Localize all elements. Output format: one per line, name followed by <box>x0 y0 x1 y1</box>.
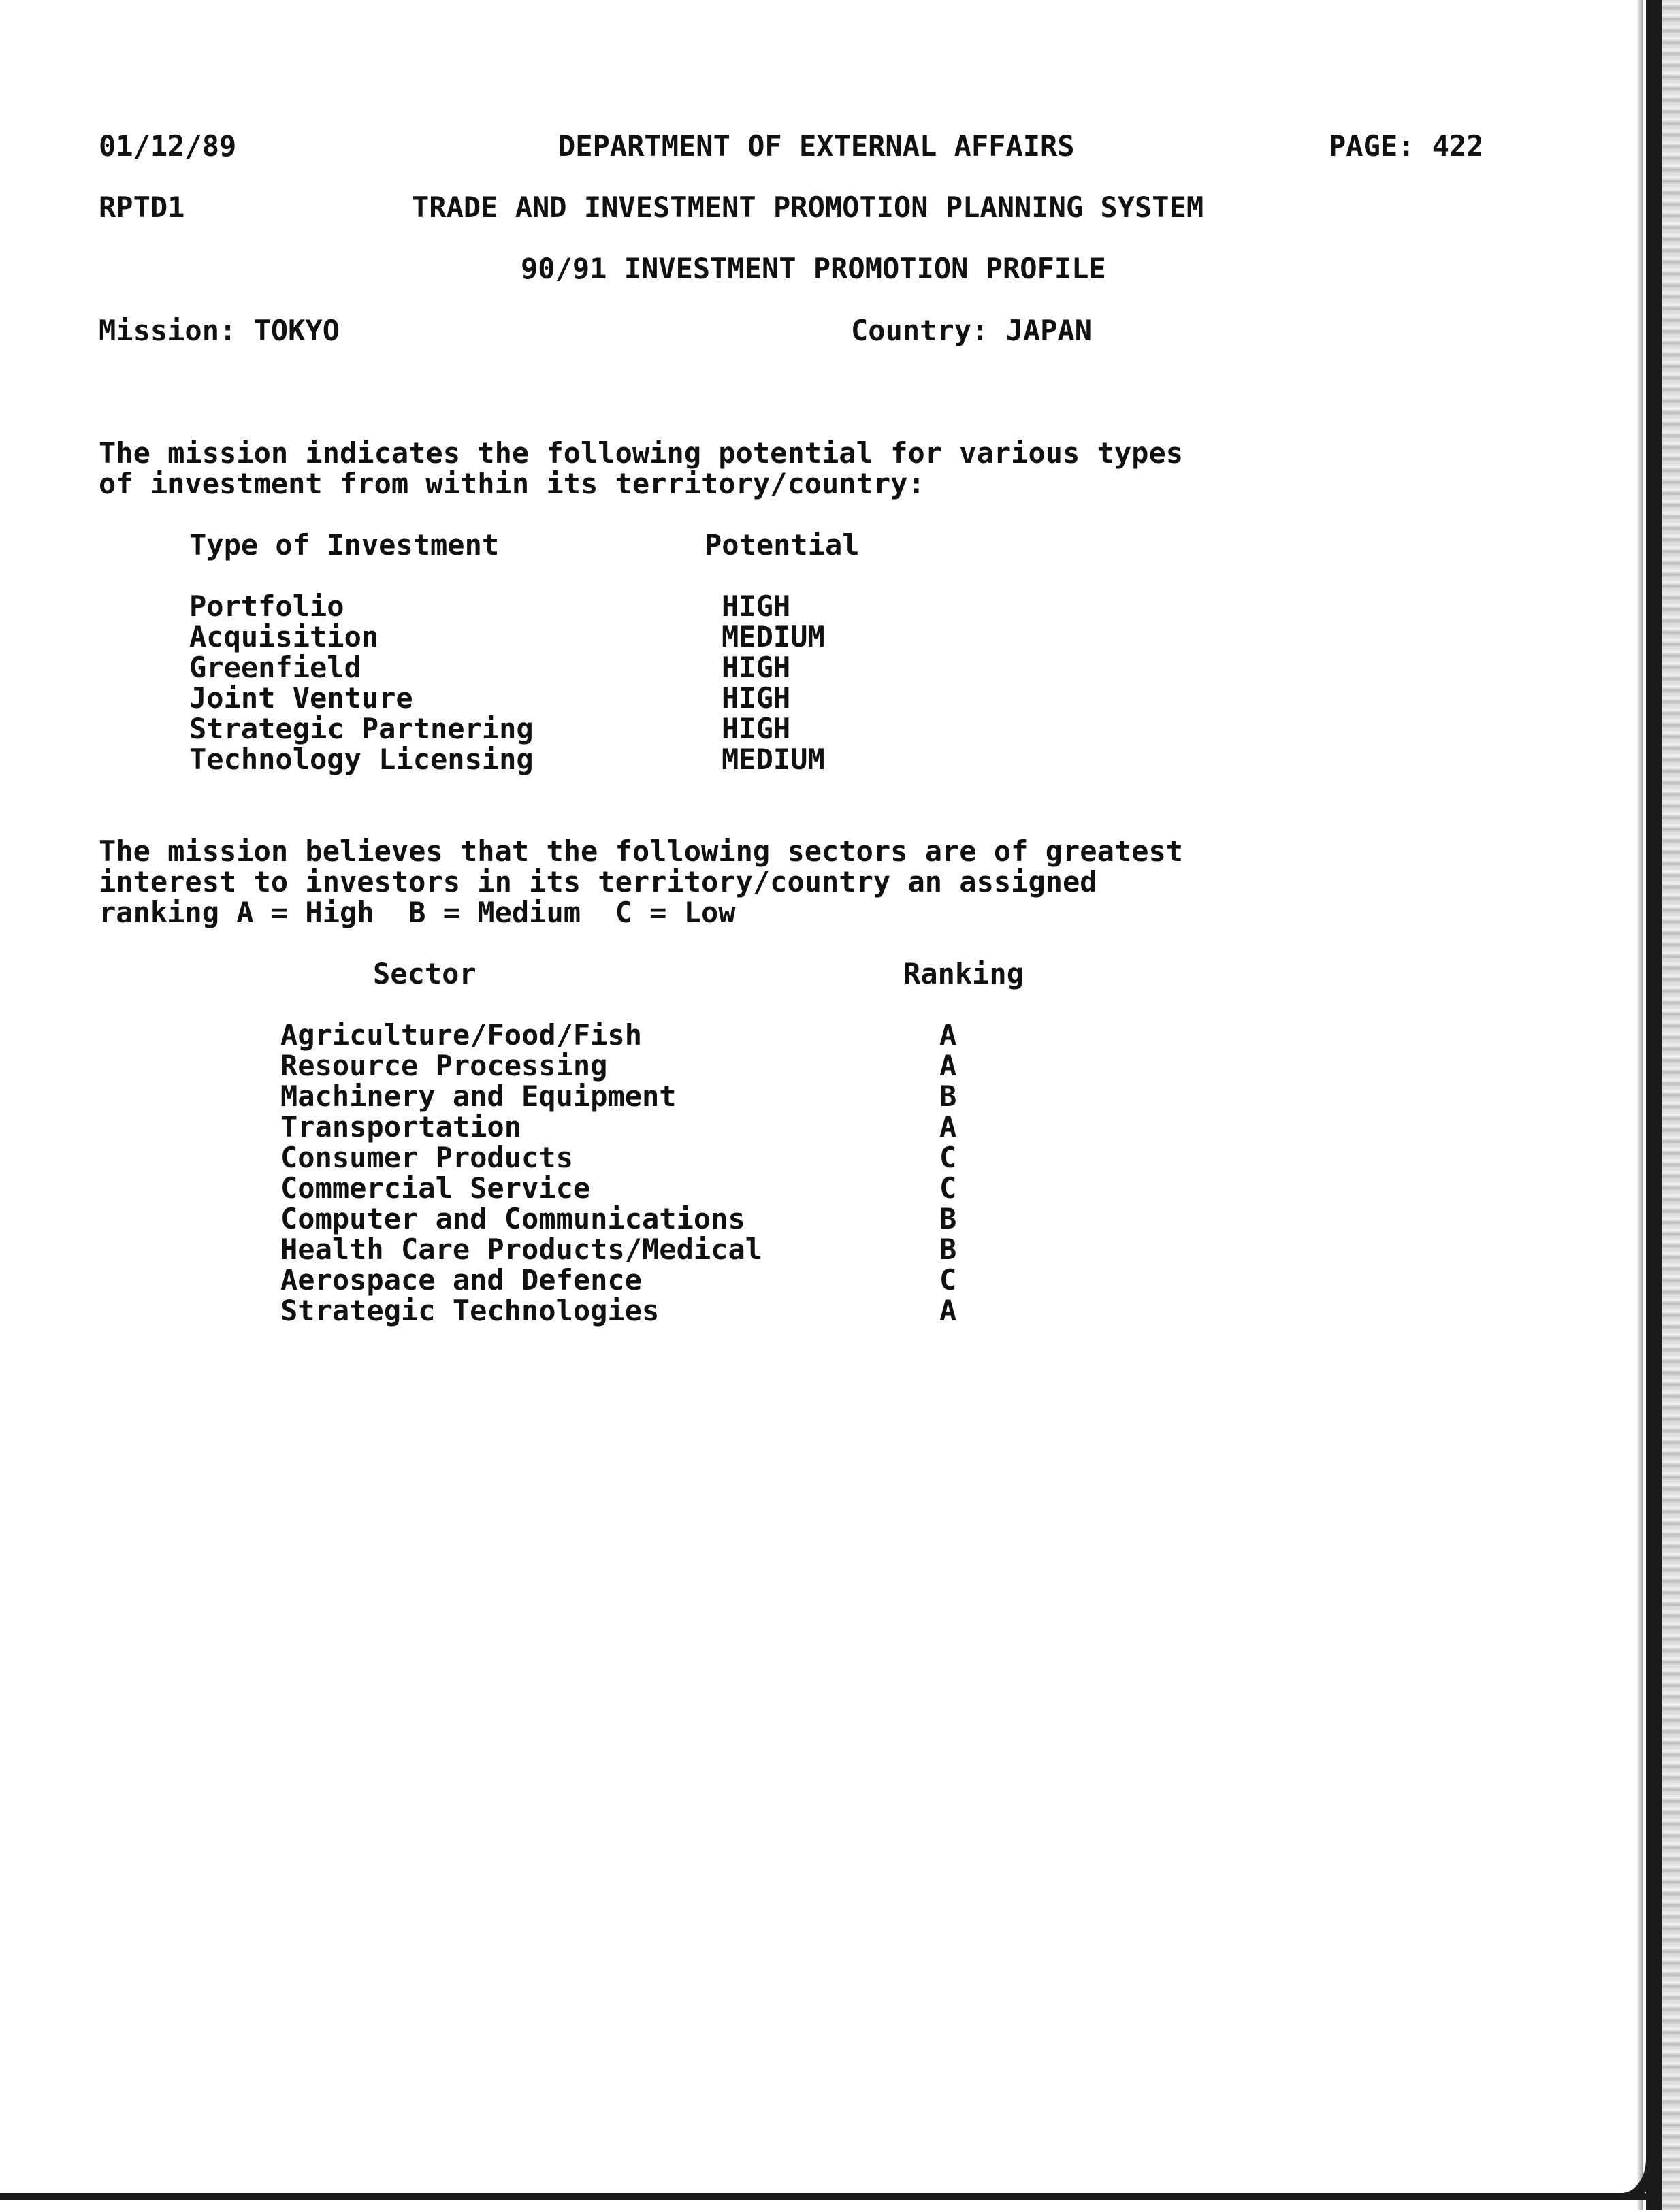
investment-potential: HIGH <box>722 681 791 715</box>
sector-name: Strategic Technologies <box>280 1294 660 1327</box>
sector-name: Transportation <box>280 1110 522 1143</box>
page-number: PAGE: 422 <box>1329 129 1484 163</box>
sector-intro-line2: interest to investors in its territory/country an assigned <box>99 865 1097 898</box>
sector-name: Health Care Products/Medical <box>280 1233 763 1266</box>
scan-edge-shadow <box>1636 0 1643 2210</box>
sector-name: Agriculture/Food/Fish <box>280 1018 643 1052</box>
sector-name: Aerospace and Defence <box>280 1263 643 1297</box>
investment-col-type: Type of Investment <box>189 528 500 562</box>
investment-potential: HIGH <box>722 651 791 684</box>
report-date: 01/12/89 <box>99 129 237 163</box>
report-id: RPTD1 <box>99 191 185 224</box>
sector-name: Commercial Service <box>280 1171 591 1205</box>
sector-ranking: C <box>939 1171 957 1205</box>
sector-ranking: B <box>939 1202 957 1235</box>
scan-edge-binding <box>1662 0 1680 2210</box>
investment-type: Portfolio <box>189 589 344 623</box>
sector-ranking: B <box>939 1233 957 1266</box>
investment-potential: MEDIUM <box>722 743 825 776</box>
sector-ranking: A <box>939 1018 957 1052</box>
investment-type: Joint Venture <box>189 681 413 715</box>
profile-title: 90/91 INVESTMENT PROMOTION PROFILE <box>521 252 1106 285</box>
investment-type: Technology Licensing <box>189 743 534 776</box>
department-title: DEPARTMENT OF EXTERNAL AFFAIRS <box>558 129 1075 163</box>
sector-name: Computer and Communications <box>280 1202 745 1235</box>
sector-ranking: A <box>939 1049 957 1082</box>
investment-potential: MEDIUM <box>722 620 825 653</box>
investment-type: Acquisition <box>189 620 379 653</box>
investment-intro-line2: of investment from within its territory/country: <box>99 467 925 500</box>
sector-ranking: A <box>939 1110 957 1143</box>
sector-ranking: C <box>939 1141 957 1174</box>
sector-intro-line1: The mission believes that the following sectors are of greatest <box>99 834 1184 868</box>
sector-ranking: C <box>939 1263 957 1297</box>
scan-edge-right <box>1646 0 1662 2210</box>
investment-potential: HIGH <box>722 589 791 623</box>
sector-name: Consumer Products <box>280 1141 573 1174</box>
investment-type: Strategic Partnering <box>189 712 534 745</box>
investment-potential: HIGH <box>722 712 791 745</box>
mission-label: Mission: TOKYO <box>99 314 340 347</box>
sector-intro-line3: ranking A = High B = Medium C = Low <box>99 896 736 929</box>
sector-name: Resource Processing <box>280 1049 608 1082</box>
country-label: Country: JAPAN <box>851 314 1093 347</box>
investment-col-potential: Potential <box>705 528 860 562</box>
sector-ranking: B <box>939 1079 957 1113</box>
sector-col-sector: Sector <box>373 957 476 990</box>
sector-ranking: A <box>939 1294 957 1327</box>
scan-edge-bottom <box>0 2193 1646 2200</box>
sector-name: Machinery and Equipment <box>280 1079 677 1113</box>
investment-intro-line1: The mission indicates the following potential for various types <box>99 436 1184 470</box>
sector-col-ranking: Ranking <box>903 957 1024 990</box>
system-title: TRADE AND INVESTMENT PROMOTION PLANNING SYSTEM <box>412 191 1204 224</box>
investment-type: Greenfield <box>189 651 361 684</box>
